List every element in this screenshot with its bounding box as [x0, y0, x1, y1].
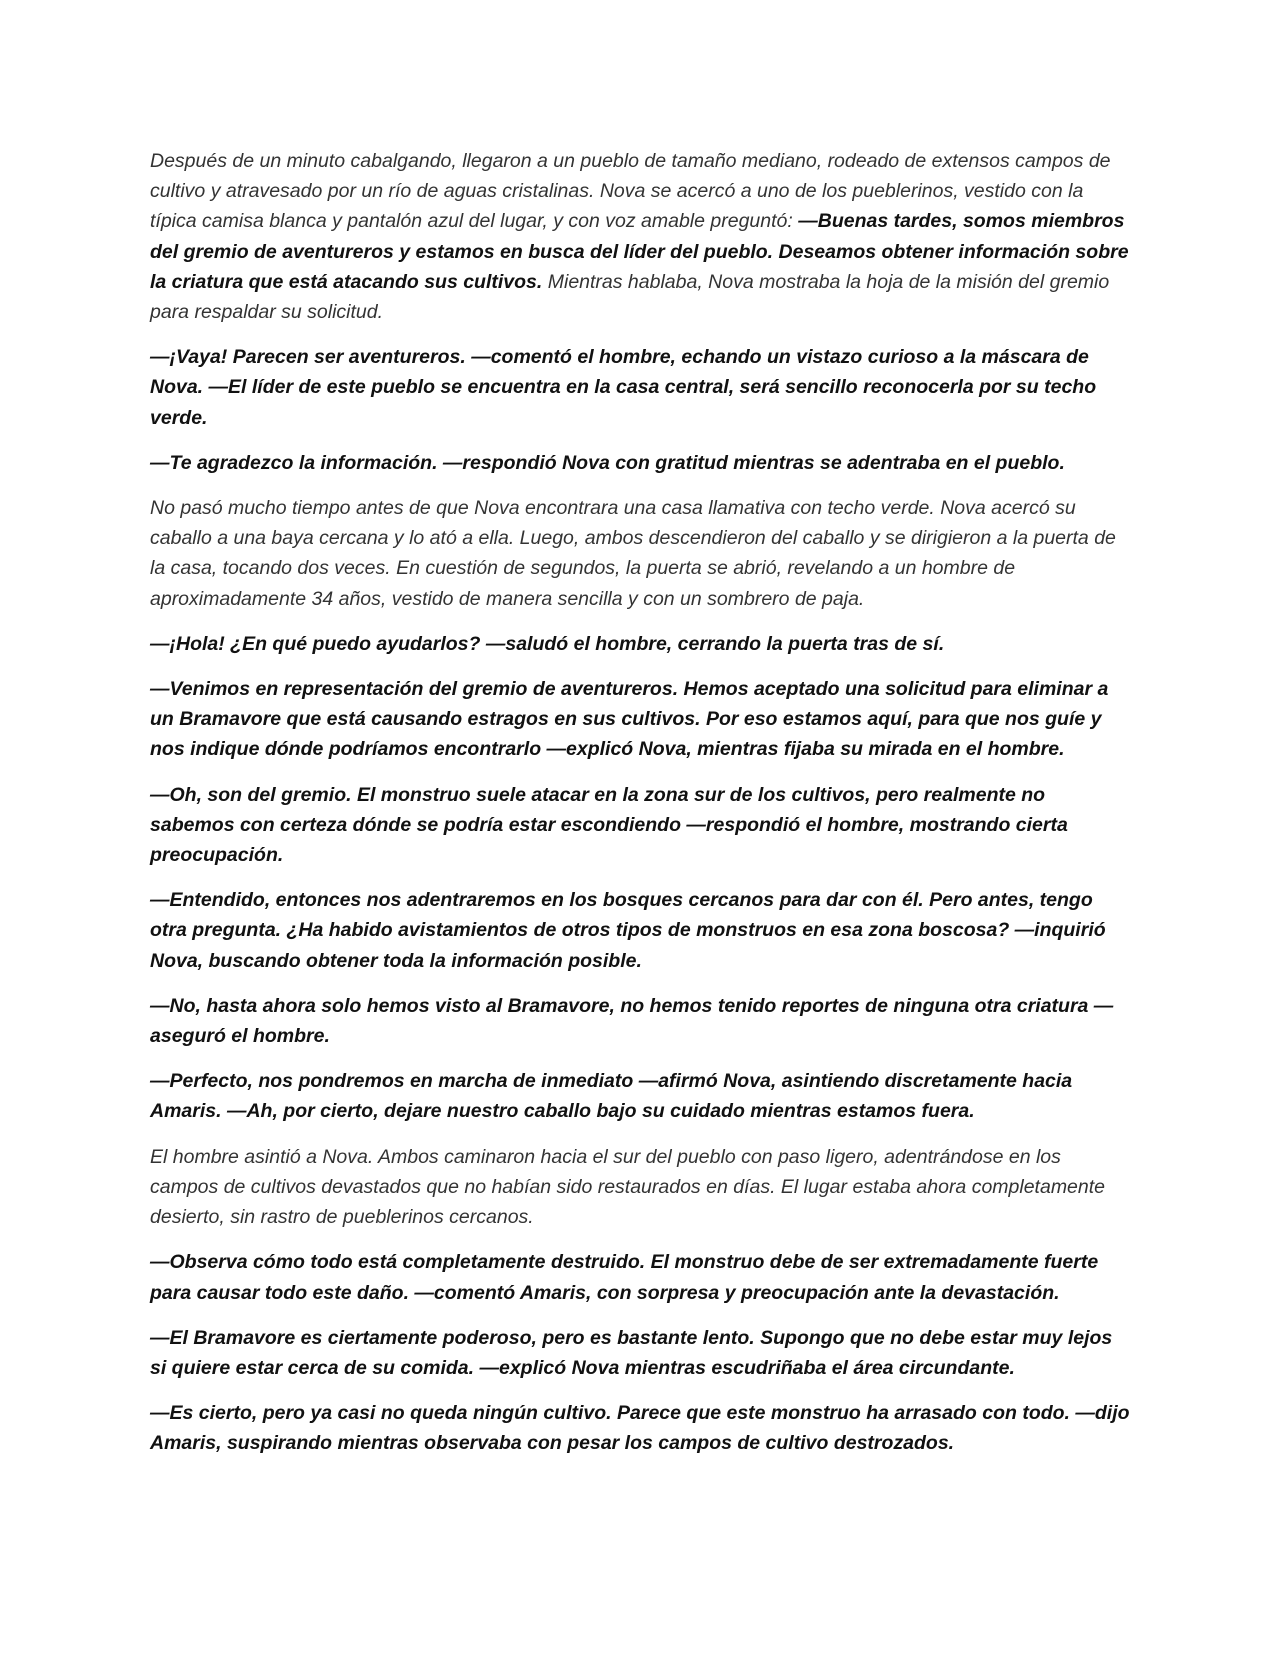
paragraph-3: —Te agradezco la información. —respondió Nova con gratitud mientras se adentraba en el pueblo.	[150, 451, 1065, 474]
paragraph-1	[150, 146, 1130, 327]
paragraph-8: —Entendido, entonces nos adentraremos en los bosques cercanos para dar con él. Pero antes, tengo otra pregunta. ¿Ha habido avistamientos de otros tipos de monstruos en esa zona boscosa? —inquirió Nova, buscando obtener toda la información posible.	[150, 889, 1106, 972]
paragraph-6: —Venimos en representación del gremio de aventureros. Hemos aceptado una solicitud para eliminar a un Bramavore que está causando estragos en sus cultivos. Por eso estamos aquí, para que nos guíe y nos indique dónde podríamos encontrarlo —explicó Nova, mientras fijaba su mirada en el hombre.	[150, 678, 1109, 761]
paragraph-10: —Perfecto, nos pondremos en marcha de inmediato —afirmó Nova, asintiendo discretamente hacia Amaris. —Ah, por cierto, dejare nuestro caballo bajo su cuidado mientras estamos fuera.	[150, 1070, 1073, 1123]
paragraph-4: No pasó mucho tiempo antes de que Nova encontrara una casa llamativa con techo verde. Nova acercó su caballo a una baya cercana y lo ató a ella. Luego, ambos descendieron del caballo y se dirigieron a la puerta de la casa, tocando dos veces. En cuestión de segundos, la puerta se abrió, revelando a un hombre de aproximadamente 34 años, vestido de manera sencilla y con un sombrero de paja.	[150, 497, 1116, 610]
paragraph-9: —No, hasta ahora solo hemos visto al Bramavore, no hemos tenido reportes de ninguna otra criatura —aseguró el hombre.	[150, 994, 1114, 1048]
paragraph-5: —¡Hola! ¿En qué puedo ayudarlos? —saludó el hombre, cerrando la puerta tras de sí.	[150, 632, 945, 655]
dialogue-text: —Buenas tardes, somos miembros del gremio de aventureros y estamos en busca del líder del pueblo. Deseamos obtener información sobre la criatura que está atacando sus cultivos.	[150, 210, 1129, 293]
narration-text: Mientras hablaba, Nova mostraba la hoja de la misión del gremio para respaldar su solicitud.	[150, 270, 1110, 324]
paragraph-7: —Oh, son del gremio. El monstruo suele atacar en la zona sur de los cultivos, pero realmente no sabemos con certeza dónde se podría estar escondiendo —respondió el hombre, mostrando cierta preocupación.	[150, 783, 1068, 867]
paragraph-13: —El Bramavore es ciertamente poderoso, pero es bastante lento. Supongo que no debe estar muy lejos si quiere estar cerca de su comida. —explicó Nova mientras escudriñaba el área circundante.	[150, 1326, 1113, 1379]
paragraph-12: —Observa cómo todo está completamente destruido. El monstruo debe de ser extremadamente fuerte para causar todo este daño. —comentó Amaris, con sorpresa y preocupación ante la devastación.	[150, 1251, 1099, 1304]
paragraph-14: —Es cierto, pero ya casi no queda ningún cultivo. Parece que este monstruo ha arrasado con todo. —dijo Amaris, suspirando mientras observaba con pesar los campos de cultivo destrozados.	[150, 1402, 1130, 1455]
narration-text: Después de un minuto cabalgando, llegaron a un pueblo de tamaño mediano, rodeado de extensos campos de cultivo y atravesado por un río de aguas cristalinas. Nova se acercó a uno de los pueblerinos, vestido con la típica camisa blanca y pantalón azul del lugar, y con voz amable preguntó:	[150, 150, 1111, 233]
paragraph-11: El hombre asintió a Nova. Ambos caminaron hacia el sur del pueblo con paso ligero, adentrándose en los campos de cultivos devastados que no habían sido restaurados en días. El lugar estaba ahora completamente desierto, sin rastro de pueblerinos cercanos.	[150, 1145, 1106, 1229]
document-page	[150, 146, 1130, 1474]
paragraph-2: —¡Vaya! Parecen ser aventureros. —comentó el hombre, echando un vistazo curioso a la máscara de Nova. —El líder de este pueblo se encuentra en la casa central, será sencillo reconocerla por su techo verde.	[150, 346, 1097, 429]
